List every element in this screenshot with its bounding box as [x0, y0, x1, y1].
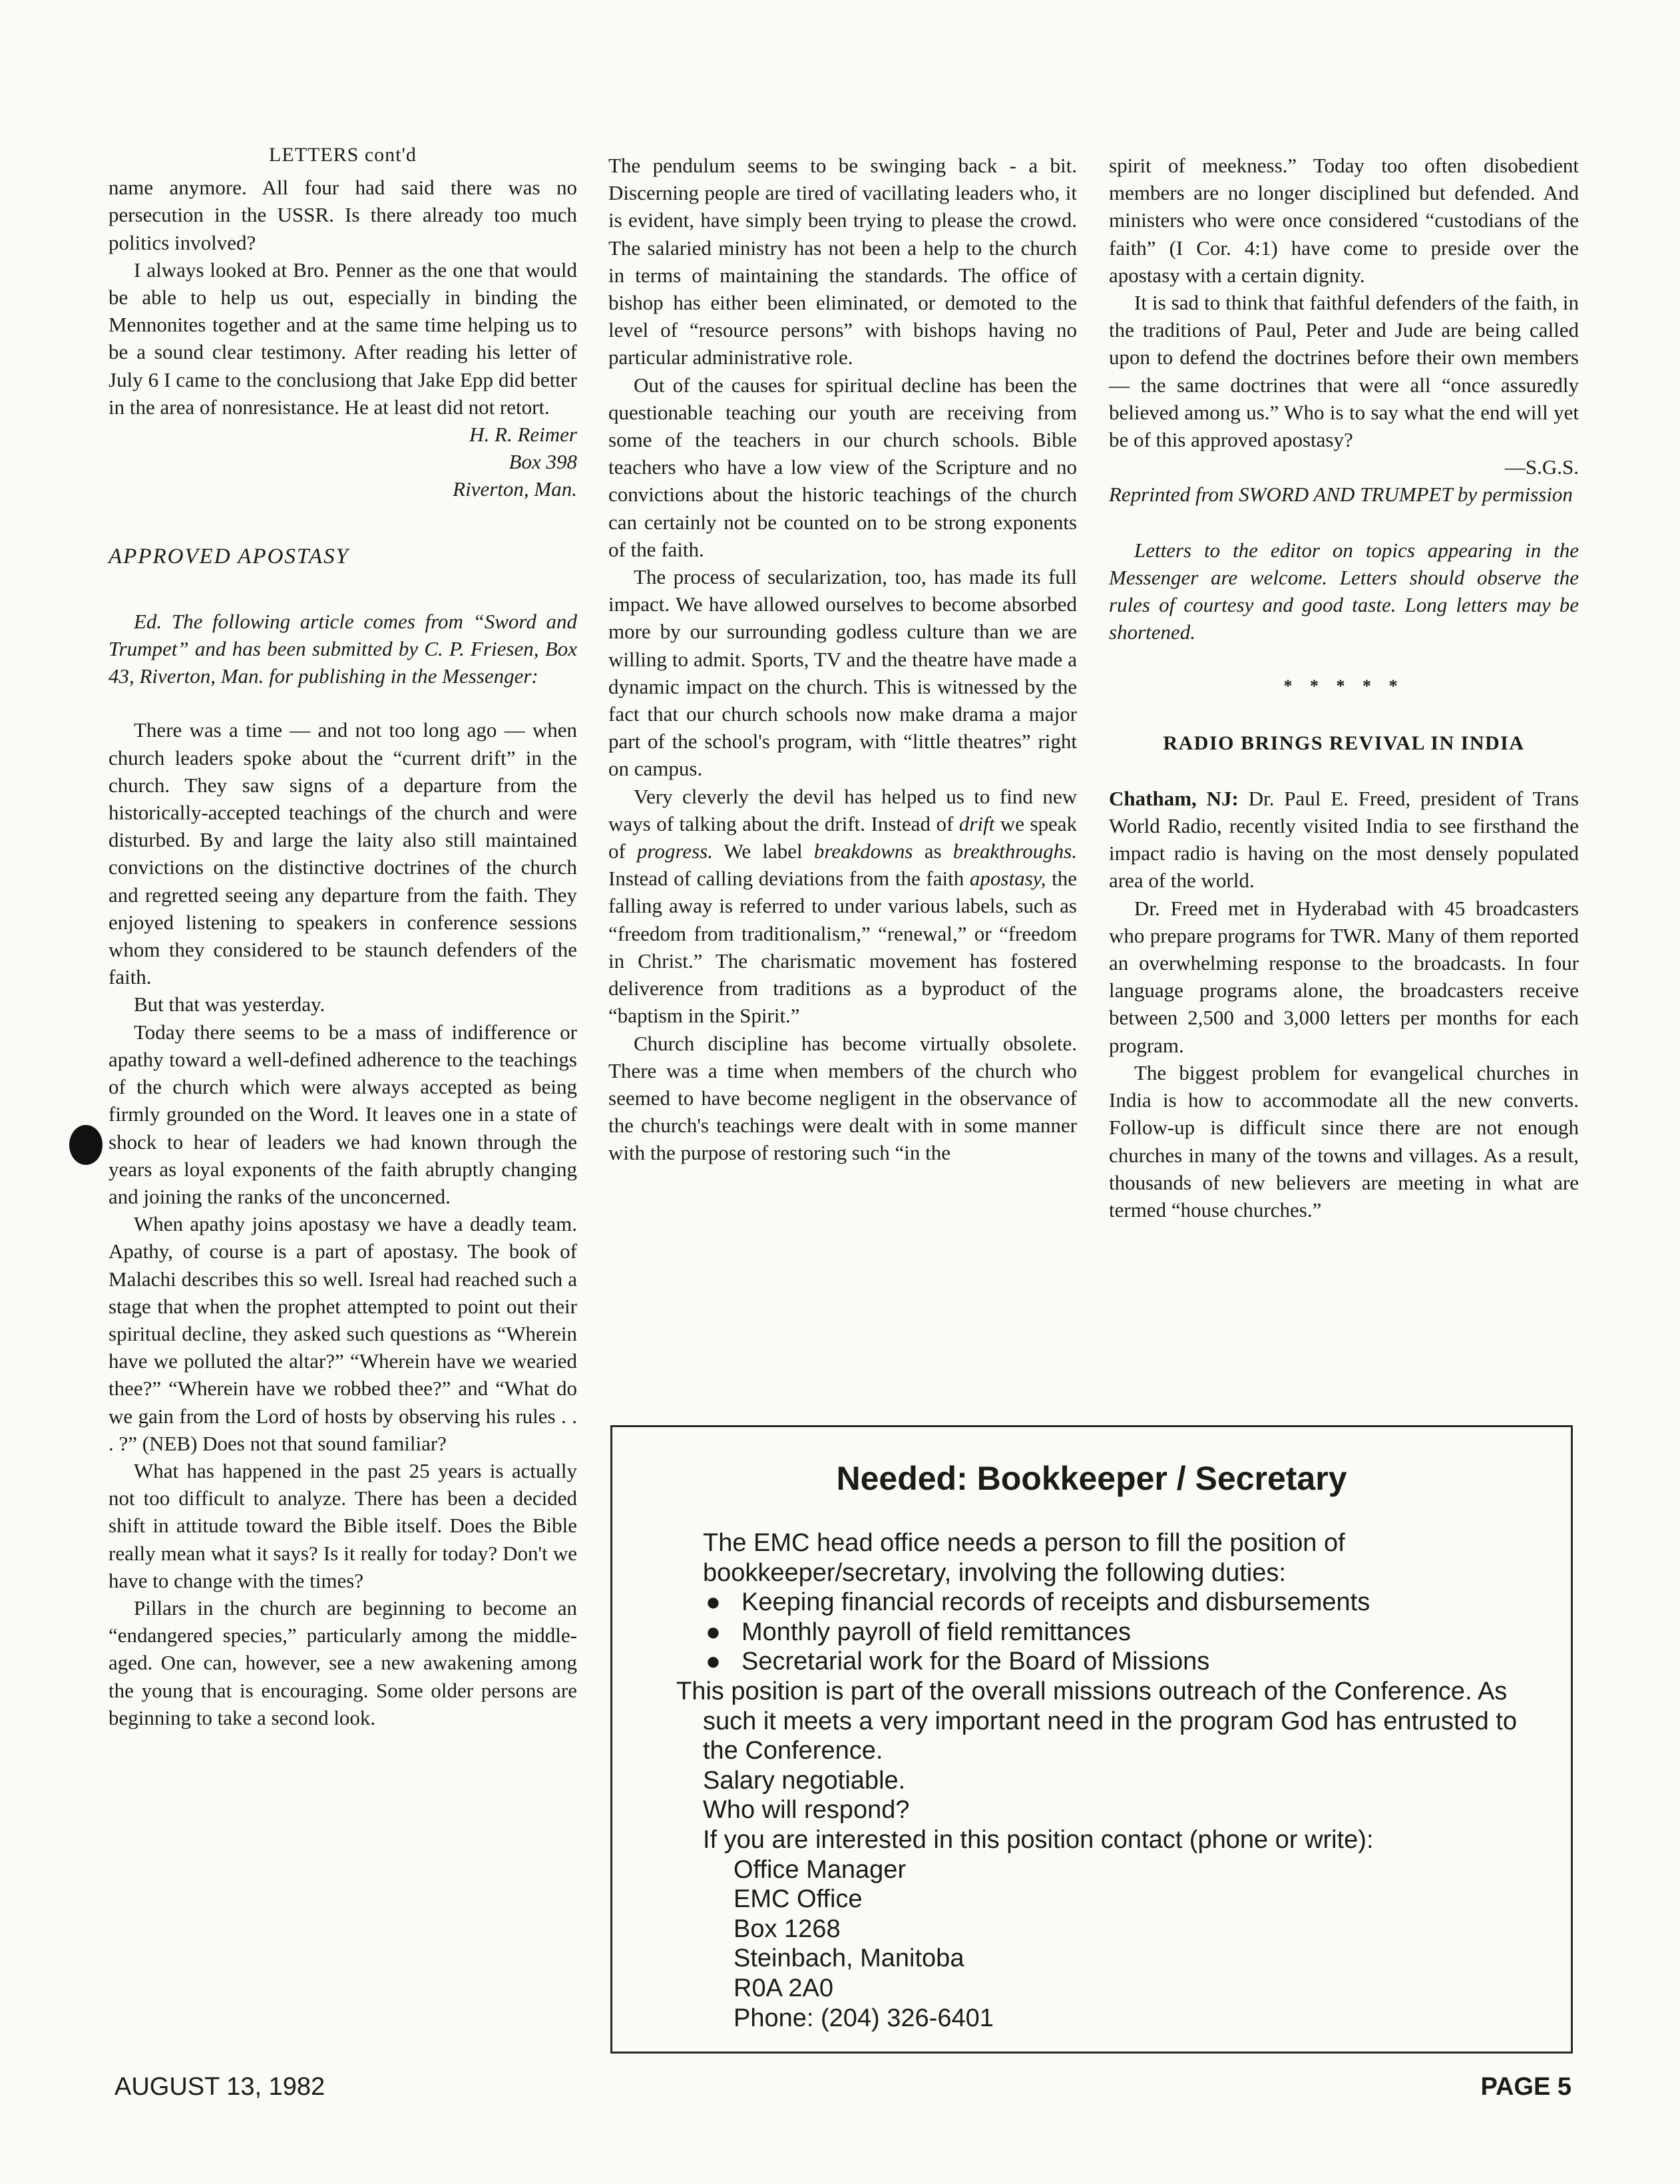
- article-paragraph: spirit of meekness.” Today too often disobedient members are no longer disciplined but defended. And ministers who were once considered “custodians of the faith” (I Cor. 4:1) have come to preside over the apostasy with a certain dignity.: [1109, 154, 1579, 287]
- contact-phone: Phone: (204) 326-6401: [734, 2004, 994, 2032]
- radio-article-title: RADIO BRINGS REVIVAL IN INDIA: [1163, 732, 1525, 754]
- reprint-credit: Reprinted from SWORD AND TRUMPET by permission: [1109, 483, 1573, 507]
- job-ad-intro: [676, 1528, 1528, 1588]
- contact-line: Office Manager: [734, 1855, 907, 1884]
- text-run: The EMC head office needs a person to fill the position of bookkeeper/secretary, involving the following duties:: [703, 1529, 1345, 1587]
- signature-name: H. R. Reimer: [469, 423, 577, 447]
- bullet-icon: ●: [706, 1647, 721, 1676]
- article-paragraph: There was a time — and not too long ago — when church leaders spoke about the “current drift” in the church. They saw signs of a departure from the historically-accepted teachings of the church and were disturbed. By and large the laity also still maintained convictions on the distinctive doctrines of the church and regretted seeing any departure from the faith. They enjoyed listening to speakers in conference sessions whom they considered to be staunch defenders of the faith.: [108, 718, 577, 989]
- radio-paragraph: [1109, 785, 1579, 895]
- article-paragraph: Today there seems to be a mass of indifference or apathy toward a well-defined adherence to the teachings of the church which were always accepted as being firmly grounded on the Word. It leaves one in a state of shock to hear of leaders we had known through the years as loyal exponents of the faith abruptly changing and joining the ranks of the unconcerned.: [108, 1020, 577, 1208]
- bullet-icon: ●: [706, 1618, 721, 1646]
- job-ad-body: [676, 1528, 1528, 2033]
- article-paragraph: It is sad to think that faithful defenders of the faith, in the traditions of Paul, Peter and Jude are being called upon to defend the doctrines before their own members — the same doctrines that were all “once assuredly believed among us.” Who is to say what the end will yet be of this approved apostasy?: [1109, 291, 1579, 452]
- contact-line: Steinbach, Manitoba: [734, 1944, 964, 1973]
- signature-box: Box 398: [509, 450, 577, 474]
- text-run: we speak of: [608, 811, 1077, 863]
- job-ad-question: Who will respond?: [703, 1796, 910, 1825]
- author-initials: —S.G.S.: [1504, 455, 1579, 479]
- dateline: Chatham, NJ:: [1109, 786, 1239, 810]
- duty-item: [676, 1647, 1528, 1677]
- issue-date: AUGUST 13, 1982: [114, 2073, 325, 2101]
- duty-item: [676, 1618, 1528, 1647]
- article-paragraph: But that was yesterday.: [134, 992, 325, 1016]
- article-paragraph: Out of the causes for spiritual decline has been the questionable teaching our youth are receiving from some of the teachers in our church schools. Bible teachers who have a low view of the Scripture and no convictions about the historic teachings of the church can certainly not be counted on to be strong exponents of the faith.: [608, 373, 1077, 561]
- job-ad-box: [610, 1425, 1573, 2054]
- letters-cont-heading: LETTERS cont'd: [269, 144, 417, 166]
- duty-label: Monthly payroll of field remittances: [741, 1618, 1132, 1646]
- letters-policy-note: Letters to the editor on topics appearing in the Messenger are welcome. Letters should observe the rules of courtesy and good taste. Long letters may be shortened.: [1109, 538, 1579, 644]
- duty-label: Keeping financial records of receipts and disbursements: [741, 1588, 1370, 1617]
- contact-line: R0A 2A0: [734, 1974, 833, 2002]
- article-paragraph: The process of secularization, too, has made its full impact. We have allowed ourselves to become absorbed more by our surrounding godless culture than we are willing to admit. Sports, TV and the theatre have made a dynamic impact on the church. This is witnessed by the fact that our church schools now make drama a major part of the school's program, with “little theatres” right on campus.: [608, 565, 1077, 781]
- article-paragraph: When apathy joins apostasy we have a deadly team. Apathy, of course is a part of apostasy. The book of Malachi describes this so well. Isreal had reached such a stage that when the prophet attempted to point out their spiritual decline, they asked such questions as “Wherein have we polluted the altar?” “Wherein have we wearied thee?” “Wherein have we robbed thee?” and “What do we gain from the Lord of hosts by observing his rules . . . ?” (NEB) Does not that sound familiar?: [108, 1212, 577, 1455]
- emphasis-breakthroughs: breakthroughs.: [952, 839, 1077, 863]
- duty-label: Secretarial work for the Board of Missions: [741, 1647, 1210, 1676]
- contact-line: Box 1268: [734, 1914, 841, 1943]
- text-run: Instead of calling deviations from the faith: [608, 867, 970, 891]
- radio-paragraph: The biggest problem for evangelical churches in India is how to accommodate all the new converts. Follow-up is difficult since there are not enough churches in many of the towns and villages. As a result, thousands of new believers are meeting in what are termed “house churches.”: [1109, 1060, 1579, 1221]
- letter-paragraph: name anymore. All four had said there was no persecution in the USSR. Is there already too much politics involved?: [108, 176, 577, 254]
- page-number: PAGE 5: [1480, 2073, 1572, 2101]
- letter-paragraph: I always looked at Bro. Penner as the one that would be able to help us out, especially in binding the Mennonites together and at the same time helping us to be a sound clear testimony. After reading his letter of July 6 I came to the conclusiong that Jake Epp did better in the area of nonresistance. He at least did not retort.: [108, 258, 577, 419]
- job-ad-contact-intro: If you are interested in this position contact (phone or write):: [703, 1825, 1374, 1854]
- column-left: [108, 141, 577, 1731]
- punch-hole: [69, 1125, 103, 1165]
- text-run: We label: [713, 839, 814, 863]
- article-title: APPROVED APOSTASY: [108, 544, 349, 568]
- text-run: as: [913, 839, 953, 863]
- section-separator: * * * * *: [1283, 676, 1404, 696]
- job-ad-outreach: This position is part of the overall missions outreach of the Conference. As such it meets a very important need in the program God has entrusted to the Conference.: [676, 1677, 1517, 1765]
- text-run: Dr. Paul E. Freed, president of Trans World Radio, recently visited India to see firsthand the impact radio is having on the most densely populated area of the world.: [1109, 786, 1579, 893]
- article-paragraph: The pendulum seems to be swinging back - a bit. Discerning people are tired of vacillating leaders who, it is evident, have simply been trying to please the crowd. The salaried ministry has not been a help to the church in terms of maintaining the standards. The office of bishop has either been eliminated, or demoted to the level of “resource persons” with bishops having no particular administrative role.: [608, 154, 1077, 369]
- bullet-icon: ●: [706, 1588, 721, 1617]
- letter-signature: [108, 421, 577, 503]
- text-run: the falling away is referred to under various labels, such as “freedom from traditionalism,” “renewal,” or “freedom in Christ.” The charismatic movement has fostered deliverence from traditions as a byproduct of the “baptism in the Spirit.”: [608, 867, 1077, 1028]
- text-run: Very cleverly the devil has helped us to find new ways of talking about the drift. Instead of: [608, 784, 1077, 835]
- article-paragraph: Church discipline has become virtually obsolete. There was a time when members of the church who seemed to have become negligent in the observance of the church's teachings were dealt with in some manner with the purpose of restoring such “in the: [608, 1031, 1077, 1165]
- article-paragraph: [608, 783, 1077, 1030]
- job-ad-title: Needed: Bookkeeper / Secretary: [836, 1460, 1347, 1497]
- column-right: [1109, 152, 1579, 1223]
- signature-town: Riverton, Man.: [453, 477, 577, 501]
- column-middle: [608, 152, 1077, 1167]
- emphasis-progress: progress.: [637, 839, 713, 863]
- emphasis-breakdowns: breakdowns: [813, 839, 913, 863]
- editor-note: Ed. The following article comes from “Sword and Trumpet” and has been submitted by C. P. Friesen, Box 43, Riverton, Man. for publishing in the Messenger:: [108, 609, 577, 688]
- emphasis-drift: drift: [958, 811, 995, 835]
- duty-item: [676, 1588, 1528, 1618]
- article-paragraph: Pillars in the church are beginning to become an “endangered species,” particularly among the middle-aged. One can, however, see a new awakening among the young that is encouraging. Some older persons are beginning to take a second look.: [108, 1596, 577, 1729]
- contact-line: EMC Office: [734, 1885, 863, 1914]
- radio-paragraph: Dr. Freed met in Hyderabad with 45 broadcasters who prepare programs for TWR. Many of them reported an overwhelming response to the broadcasts. In four language programs alone, the broadcasters receive between 2,500 and 3,000 letters per months for each program.: [1109, 896, 1579, 1057]
- article-paragraph: What has happened in the past 25 years is actually not too difficult to analyze. There has been a decided shift in attitude toward the Bible itself. Does the Bible really mean what it says? Is it really for today? Don't we have to change with the times?: [108, 1458, 577, 1592]
- emphasis-apostasy: apostasy,: [969, 867, 1046, 891]
- job-ad-salary: Salary negotiable.: [703, 1766, 906, 1795]
